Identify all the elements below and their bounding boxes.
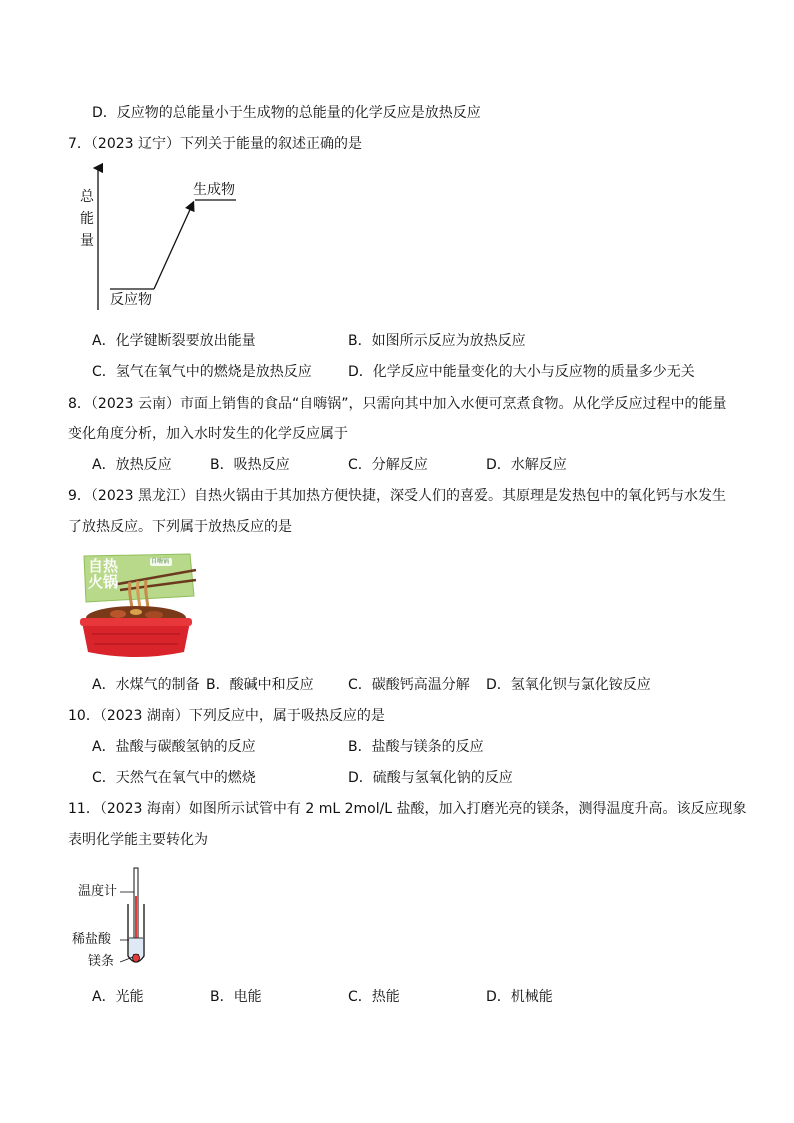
q10-option-c: C．天然气在氧气中的燃烧 (92, 770, 256, 786)
q8-option-a: A．放热反应 (92, 457, 172, 473)
q9-option-d: D．氢氧化钡与氯化铵反应 (486, 677, 651, 693)
q10-option-d: D．硫酸与氢氧化钠的反应 (348, 770, 513, 786)
q9-stem-line1: 9．（2023 黑龙江）自热火锅由于其加热方便快捷，深受人们的喜爱。其原理是发热包中的氧化钙与水发生 (68, 488, 726, 504)
acid-label: 稀盐酸 (72, 932, 112, 947)
q8-stem-line1: 8．（2023 云南）市面上销售的食品“自嗨锅”，只需向其中加入水便可烹煮食物。从化学反应过程中的能量 (68, 396, 727, 412)
hotpot-image (78, 552, 198, 660)
hotpot-brand-text: 自热火锅 (88, 557, 119, 591)
q11-option-d: D．机械能 (486, 989, 553, 1005)
ylabel-char: 总 (80, 189, 94, 205)
q9-stem-line2: 了放热反应。下列属于放热反应的是 (68, 519, 292, 535)
reactant-label: 反应物 (110, 292, 152, 308)
q8-option-d: D．水解反应 (486, 457, 567, 473)
q9-option-b: B．酸碱中和反应 (206, 677, 314, 693)
q8-option-c: C．分解反应 (348, 457, 428, 473)
test-tube-diagram (120, 866, 160, 974)
q9-option-a: A．水煤气的制备 (92, 677, 200, 693)
q11-option-c: C．热能 (348, 989, 400, 1005)
q11-option-b: B．电能 (210, 989, 262, 1005)
q10-option-a: A．盐酸与碳酸氢钠的反应 (92, 739, 256, 755)
q11-stem-line1: 11．（2023 海南）如图所示试管中有 2 mL 2mol/L 盐酸，加入打磨光亮的镁条，测得温度升高。该反应现象 (68, 801, 747, 817)
mg-label: 镁条 (88, 954, 115, 969)
q11-option-a: A．光能 (92, 989, 144, 1005)
ylabel-char: 量 (80, 233, 94, 249)
q7-option-d: D．化学反应中能量变化的大小与反应物的质量多少无关 (348, 364, 695, 380)
q6-option-d: D．反应物的总能量小于生成物的总能量的化学反应是放热反应 (92, 105, 481, 121)
q7-option-b: B．如图所示反应为放热反应 (348, 333, 526, 349)
q10-option-b: B．盐酸与镁条的反应 (348, 739, 484, 755)
q7-option-a: A．化学键断裂要放出能量 (92, 333, 256, 349)
thermometer-label: 温度计 (78, 884, 118, 899)
q10-stem: 10．（2023 湖南）下列反应中，属于吸热反应的是 (68, 708, 385, 724)
hotpot-tag-text: 自嗨锅 (151, 558, 170, 565)
q7-ylabel (80, 186, 96, 252)
q8-stem-line2: 变化角度分析，加入水时发生的化学反应属于 (68, 426, 348, 442)
q11-stem-line2: 表明化学能主要转化为 (68, 832, 208, 848)
product-label: 生成物 (193, 182, 235, 198)
q9-option-c: C．碳酸钙高温分解 (348, 677, 470, 693)
q7-option-c: C．氢气在氧气中的燃烧是放热反应 (92, 364, 312, 380)
q7-stem: 7．（2023 辽宁）下列关于能量的叙述正确的是 (68, 136, 362, 152)
rising-line (154, 203, 193, 289)
ylabel-char: 能 (80, 211, 94, 227)
q8-option-b: B．吸热反应 (210, 457, 290, 473)
